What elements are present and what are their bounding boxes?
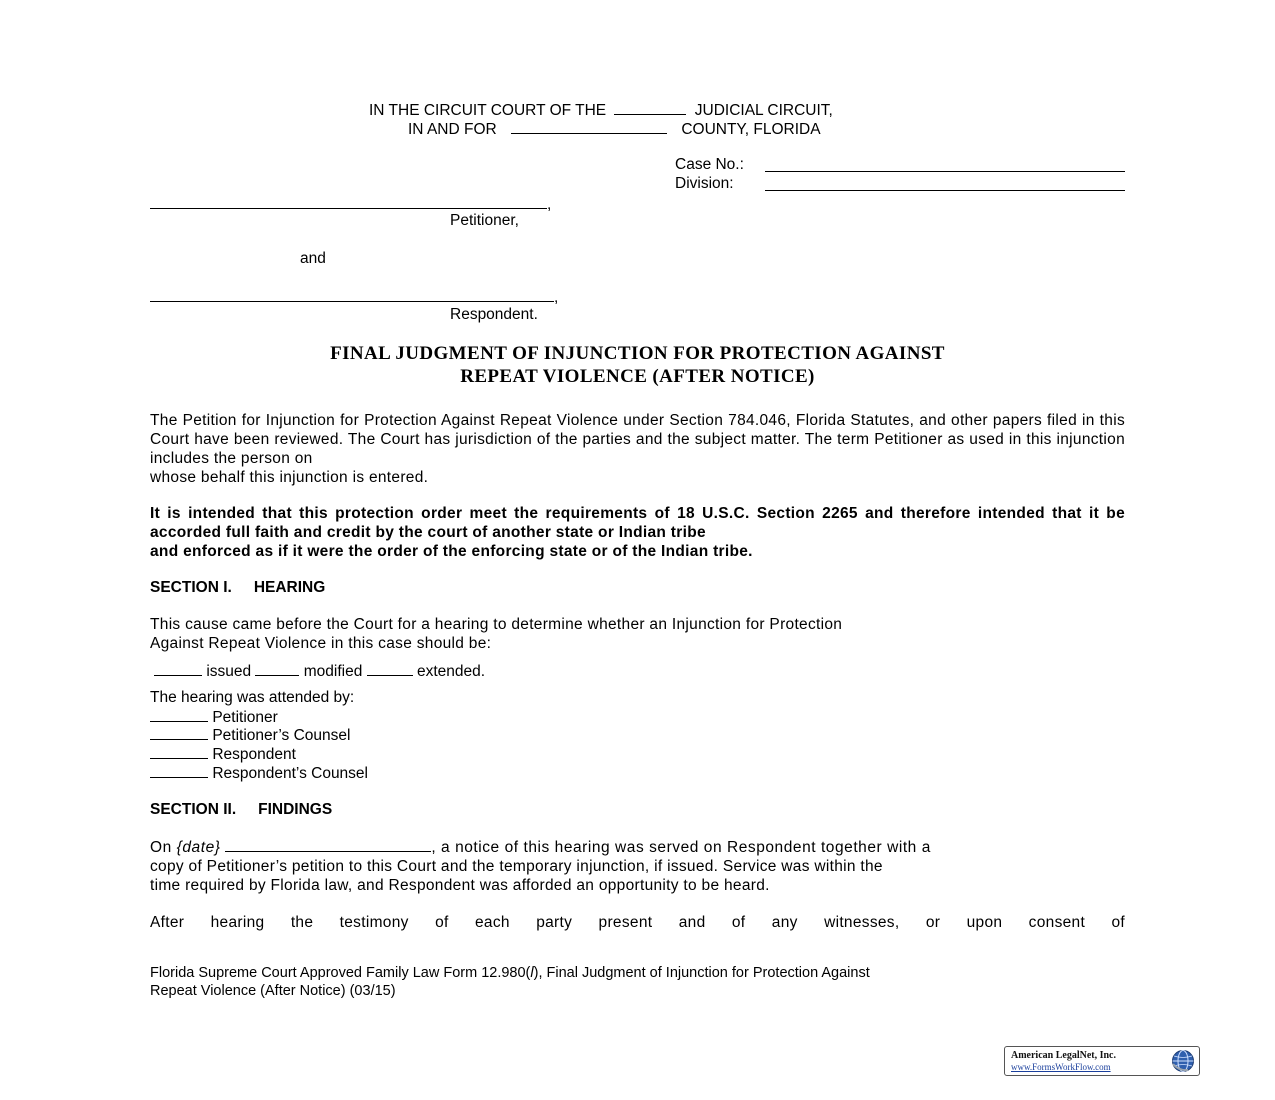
- and-label: and: [300, 250, 326, 267]
- after-hearing-line: [150, 913, 1125, 932]
- attendee-row: [150, 726, 350, 745]
- option-modified: modified: [303, 663, 363, 680]
- petitioner-label: Petitioner,: [450, 212, 519, 229]
- hearing-line-2: Against Repeat Violence in this case should be:: [150, 635, 492, 652]
- logo-company-name: American LegalNet, Inc.: [1011, 1050, 1116, 1061]
- notice-date-blank: [225, 838, 431, 852]
- attendee-blank: [150, 764, 208, 778]
- respondent-comma: ,: [554, 289, 559, 306]
- notice-line-1: [150, 838, 931, 857]
- document-title-line-1: FINAL JUDGMENT OF INJUNCTION FOR PROTECTION AGAINST: [330, 343, 945, 364]
- footer-line-1: [150, 965, 870, 981]
- attendee-blank: [150, 726, 208, 740]
- footer-form-letter: l: [530, 965, 534, 981]
- hearing-options: [154, 662, 485, 681]
- petitioner-name-blank: [150, 208, 547, 209]
- attendee-blank: [150, 745, 208, 759]
- attended-by-label: The hearing was attended by:: [150, 689, 355, 706]
- attendee-row: [150, 708, 278, 727]
- globe-icon: [1171, 1049, 1195, 1073]
- attendee-label: Respondent: [212, 746, 296, 763]
- american-legalnet-logo[interactable]: [1004, 1046, 1200, 1076]
- county-blank: [511, 119, 667, 134]
- court-line-1-start: IN THE CIRCUIT COURT OF THE: [369, 102, 607, 119]
- notice-main: copy of Petitioner’s petition to this Court and the temporary injunction, if issued. Service was within the: [150, 858, 883, 875]
- section-1-title: HEARING: [253, 579, 326, 596]
- respondent-name-blank: [150, 301, 554, 302]
- court-line-1: [369, 100, 833, 120]
- attendee-row: [150, 764, 368, 783]
- attendee-label: Respondent’s Counsel: [212, 765, 368, 782]
- hearing-line-1: This cause came before the Court for a hearing to determine whether an Injunction for Protection: [150, 616, 843, 633]
- full-faith-main: It is intended that this protection order meet the requirements of 18 U.S.C. Section 2265 and therefore intended that it be accorded full faith and credit by the court of another state or Indian tribe: [150, 505, 1125, 541]
- issued-checkbox-blank: [154, 662, 202, 676]
- attendee-label: Petitioner’s Counsel: [212, 727, 351, 744]
- footer-line-1-end: ), Final Judgment of Injunction for Protection Against: [533, 965, 870, 981]
- extended-checkbox-blank: [367, 662, 413, 676]
- attendee-label: Petitioner: [212, 709, 278, 726]
- modified-checkbox-blank: [255, 662, 299, 676]
- case-no-blank: [765, 171, 1125, 172]
- notice-rest-line-1: , a notice of this hearing was served on Respondent together with a: [431, 839, 931, 856]
- footer-line-1-start: Florida Supreme Court Approved Family Law Form 12.980(: [150, 965, 531, 981]
- division-blank: [765, 190, 1125, 191]
- after-hearing-text: After hearing the testimony of each party present and of any witnesses, or upon consent of: [150, 914, 1125, 931]
- division-label: Division:: [675, 175, 734, 192]
- court-line-2-start: IN AND FOR: [408, 121, 497, 138]
- section-2-heading: [150, 801, 332, 819]
- section-2-title: FINDINGS: [258, 801, 333, 818]
- notice-last: time required by Florida law, and Respondent was afforded an opportunity to be heard.: [150, 877, 770, 894]
- intro-paragraph-main: The Petition for Injunction for Protection Against Repeat Violence under Section 784.046, Florida Statutes, and other papers filed in this Court have been reviewed. The Court has jurisdiction of the parties and the subject matter. The term Petitioner as used in this injunction includes the person on: [150, 412, 1125, 467]
- court-line-2-end: COUNTY, FLORIDA: [681, 121, 821, 138]
- court-line-1-end: JUDICIAL CIRCUIT,: [694, 102, 833, 119]
- respondent-label: Respondent.: [450, 306, 538, 323]
- intro-paragraph: [150, 411, 1125, 487]
- attendee-blank: [150, 708, 208, 722]
- notice-paragraph: [150, 857, 1125, 895]
- attendee-row: [150, 745, 296, 764]
- document-title-line-2: REPEAT VIOLENCE (AFTER NOTICE): [460, 366, 815, 387]
- option-issued: issued: [206, 663, 252, 680]
- section-2-number: SECTION II.: [150, 801, 237, 818]
- footer-line-2: Repeat Violence (After Notice) (03/15): [150, 983, 396, 999]
- full-faith-paragraph: [150, 504, 1125, 561]
- section-1-heading: [150, 579, 325, 597]
- section-1-number: SECTION I.: [150, 579, 232, 596]
- case-no-label: Case No.:: [675, 156, 744, 173]
- intro-paragraph-last: whose behalf this injunction is entered.: [150, 469, 429, 486]
- court-line-2: [408, 119, 821, 139]
- notice-date-placeholder: {date}: [176, 839, 221, 856]
- option-extended: extended.: [416, 663, 486, 680]
- petitioner-comma: ,: [547, 196, 552, 213]
- notice-on: On: [150, 839, 172, 856]
- logo-url-link[interactable]: www.FormsWorkFlow.com: [1011, 1062, 1111, 1072]
- full-faith-last: and enforced as if it were the order of the enforcing state or of the Indian tribe.: [150, 543, 753, 560]
- circuit-number-blank: [614, 100, 686, 115]
